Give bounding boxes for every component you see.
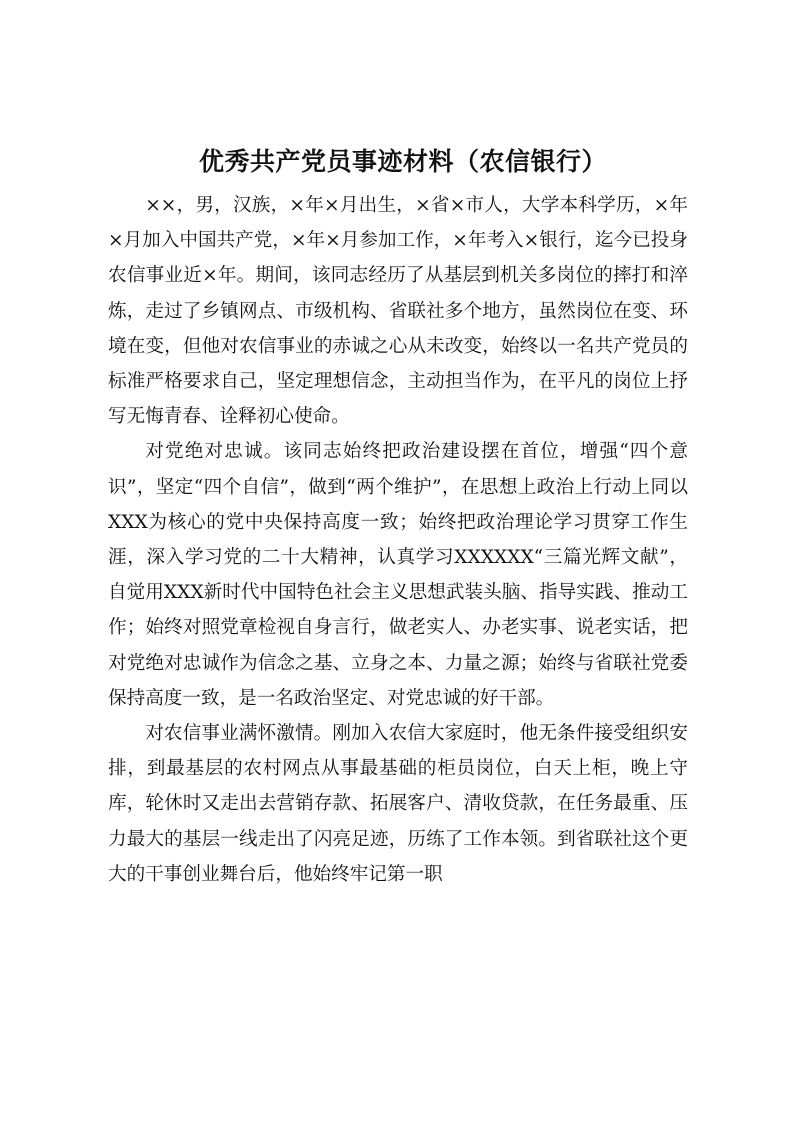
paragraph-loyalty: 对党绝对忠诚。该同志始终把政治建设摆在首位，增强“四个意识”，坚定“四个自信”，做到“两个维护”，在思想上政治上行动上同以XXX为核心的党中央保持高度一致；始终把政治理论学习贯穿工作生涯，深入学习党的二十大精神，认真学习XXXXXX“三篇光辉文献”，自觉用XXX新时代中国特色社会主义思想武装头脑、指导实践、推动工作；始终对照党章检视自身言行，做老实人、办老实事、说老实话，把对党绝对忠诚作为信念之基、立身之本、力量之源；始终与省联社党委保持高度一致，是一名政治坚定、对党忠诚的好干部。 [108,441,688,709]
document-body [108,188,688,892]
paragraph-intro: ××，男，汉族，×年×月出生，×省×市人，大学本科学历，×年×月加入中国共产党，×年×月参加工作，×年考入×银行，迄今已投身农信事业近×年。期间，该同志经历了从基层到机关多岗位的摔打和淬炼，走过了乡镇网点、市级机构、省联社多个地方，虽然岗位在变、环境在变，但他对农信事业的赤诚之心从未改变，始终以一名共产党员的标准严格要求自己，坚定理想信念，主动担当作为，在平凡的岗位上抒写无悔青春、诠释初心使命。 [108,195,688,428]
paragraph-passion: 对农信事业满怀激情。刚加入农信大家庭时，他无条件接受组织安排，到最基层的农村网点从事最基础的柜员岗位，白天上柜，晚上守库，轮休时又走出去营销存款、拓展客户、清收贷款，在任务最重、压力最大的基层一线走出了闪亮足迹，历练了工作本领。到省联社这个更大的干事创业舞台后，他始终牢记第一职 [108,723,688,885]
document-title: 优秀共产党员事迹材料（农信银行） [198,147,607,176]
